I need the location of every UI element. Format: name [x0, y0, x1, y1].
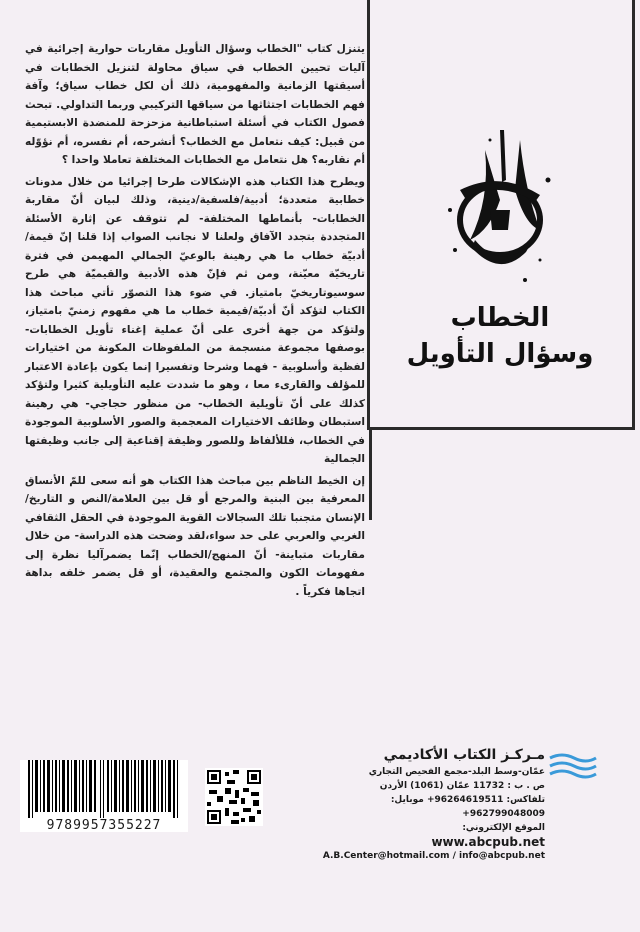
- calligraphy-artwork: [430, 120, 570, 290]
- publisher-logo-icon: [548, 750, 598, 784]
- qr-code: [205, 768, 263, 826]
- barcode-bars: [24, 760, 184, 818]
- publisher-phone: تلفاكس: 96264619511+ موبايل: 962799048009+: [390, 795, 545, 819]
- isbn-barcode: [20, 760, 188, 832]
- publisher-website[interactable]: www.abcpub.net: [431, 835, 545, 849]
- publisher-emails[interactable]: A.B.Center@hotmail.com / info@abcpub.net: [322, 851, 545, 861]
- publisher-pobox: ص . ب : 11732 عمّان (1061) الأردن: [379, 781, 545, 791]
- blurb-paragraph: إن الخيط الناظم بين مباحث هذا الكتاب هو أنه سعى للمّ الأنساق المعرفية بين البنية والمرجع أو قل بين العلامة/النص و التاريخ/ الإنسان متجنبا تلك السجالات القوية الموجودة في الحقل الثقافي الغربي والعربي على حد سواء،لقد وضحت هذه الدراسة- من خلال مقاربات متباينة- أنّ المنهج/الخطاب إنّما يضمرآليا نظرة إلى مفهومات الكون والمجتمع والعقيدة، أو قل يضمر خلفه بداهة اتجاها فكرياً .: [25, 474, 365, 598]
- title-line-1: الخطاب: [450, 303, 550, 333]
- book-title: [380, 300, 620, 372]
- blurb-paragraph: يتنزل كتاب "الخطاب وسؤال التأويل مقاربات حوارية إجرائية في آليات تحيين الخطاب في سياق محاولة لتنزيل الخطابات في أسيقتها الزمانية والمفهومية، ذلك أن لكل خطاب سياق؛ وآفة فهم الخطابات اجتثاثها من سياقها التركيبي وربما التداولي. تبحث فصول الكتاب في أسئلة استباطانية مزحزحة للمنضدة الابستيمية من قبيل: كيف نتعامل مع الخطاب؟ أنشرحه، أم نفسره، أم نؤوّله أم نقاربه؟ هل نتعامل مع الخطابات المختلفة تعاملا واحدا ؟: [25, 43, 365, 166]
- publisher-site-label: الموقع الإلكتروني:: [462, 823, 545, 833]
- isbn-number: 9789957355227: [46, 818, 162, 833]
- publisher-name: مـركـز الكتاب الأكاديمي: [383, 747, 545, 763]
- blurb-paragraph: ويطرح هذا الكتاب هذه الإشكالات طرحا إجرائيا من خلال مدونات خطابية متعددة؛ أدبية/فلسفية/دينية، وذلك لبيان أنّ مقاربة الخطابات- بأنماطها المختلفة- لم تتوقف عن إثارة الأسئلة المتجددة بتجدد الآفاق ولعلنا لا نجانب الصواب إذا قلنا إنّ قيمة/أدبيّة خطاب ما هي رهينة بالوعيّ الجمالي المهيمن في فترة تاريخيّة معيّنة، ومن ثم فإنّ هذه الأدبية والقيميّة هي طرح سوسيوتاريخيّ بامتياز. في ضوء هذا التصوّر تأتي مباحث هذا الكتاب لتؤكد أنّ أدبيّة/قيمية خطاب ما هي مفهوم زمنيّ بامتياز، ولتؤكد من جهة أخرى على أنّ عملية إغناء تأويل الخطابات- بوصفها مجموعة منسجمة من الملفوظات المكونة من اختيارات لفظية وأسلوبية - فهما وشرحا وتفسيرا إنما يكون بإعادة الاعتبار للمؤلف والقارىء معا ، وهو ما شددت عليه التأويلية كثيرا ولتؤكد كذلك على أنّ تأويلية الخطاب- من منظور حجاجي- هي رهينة استبطان وظائف الاختيارات المعجمية والصور الأسلوبية الموجودة في الخطاب، فللألفاظ وللصور وظيفة إقناعية إلى جانب وظيفتها الجمالية: [25, 175, 365, 465]
- back-cover-blurb: [25, 40, 365, 604]
- divider-line: [369, 430, 372, 520]
- publisher-info: [320, 745, 545, 863]
- publisher-address: عمّان-وسط البلد-مجمع الفحيص التجاري: [368, 767, 545, 777]
- title-line-2: وسؤال التأويل: [406, 339, 594, 369]
